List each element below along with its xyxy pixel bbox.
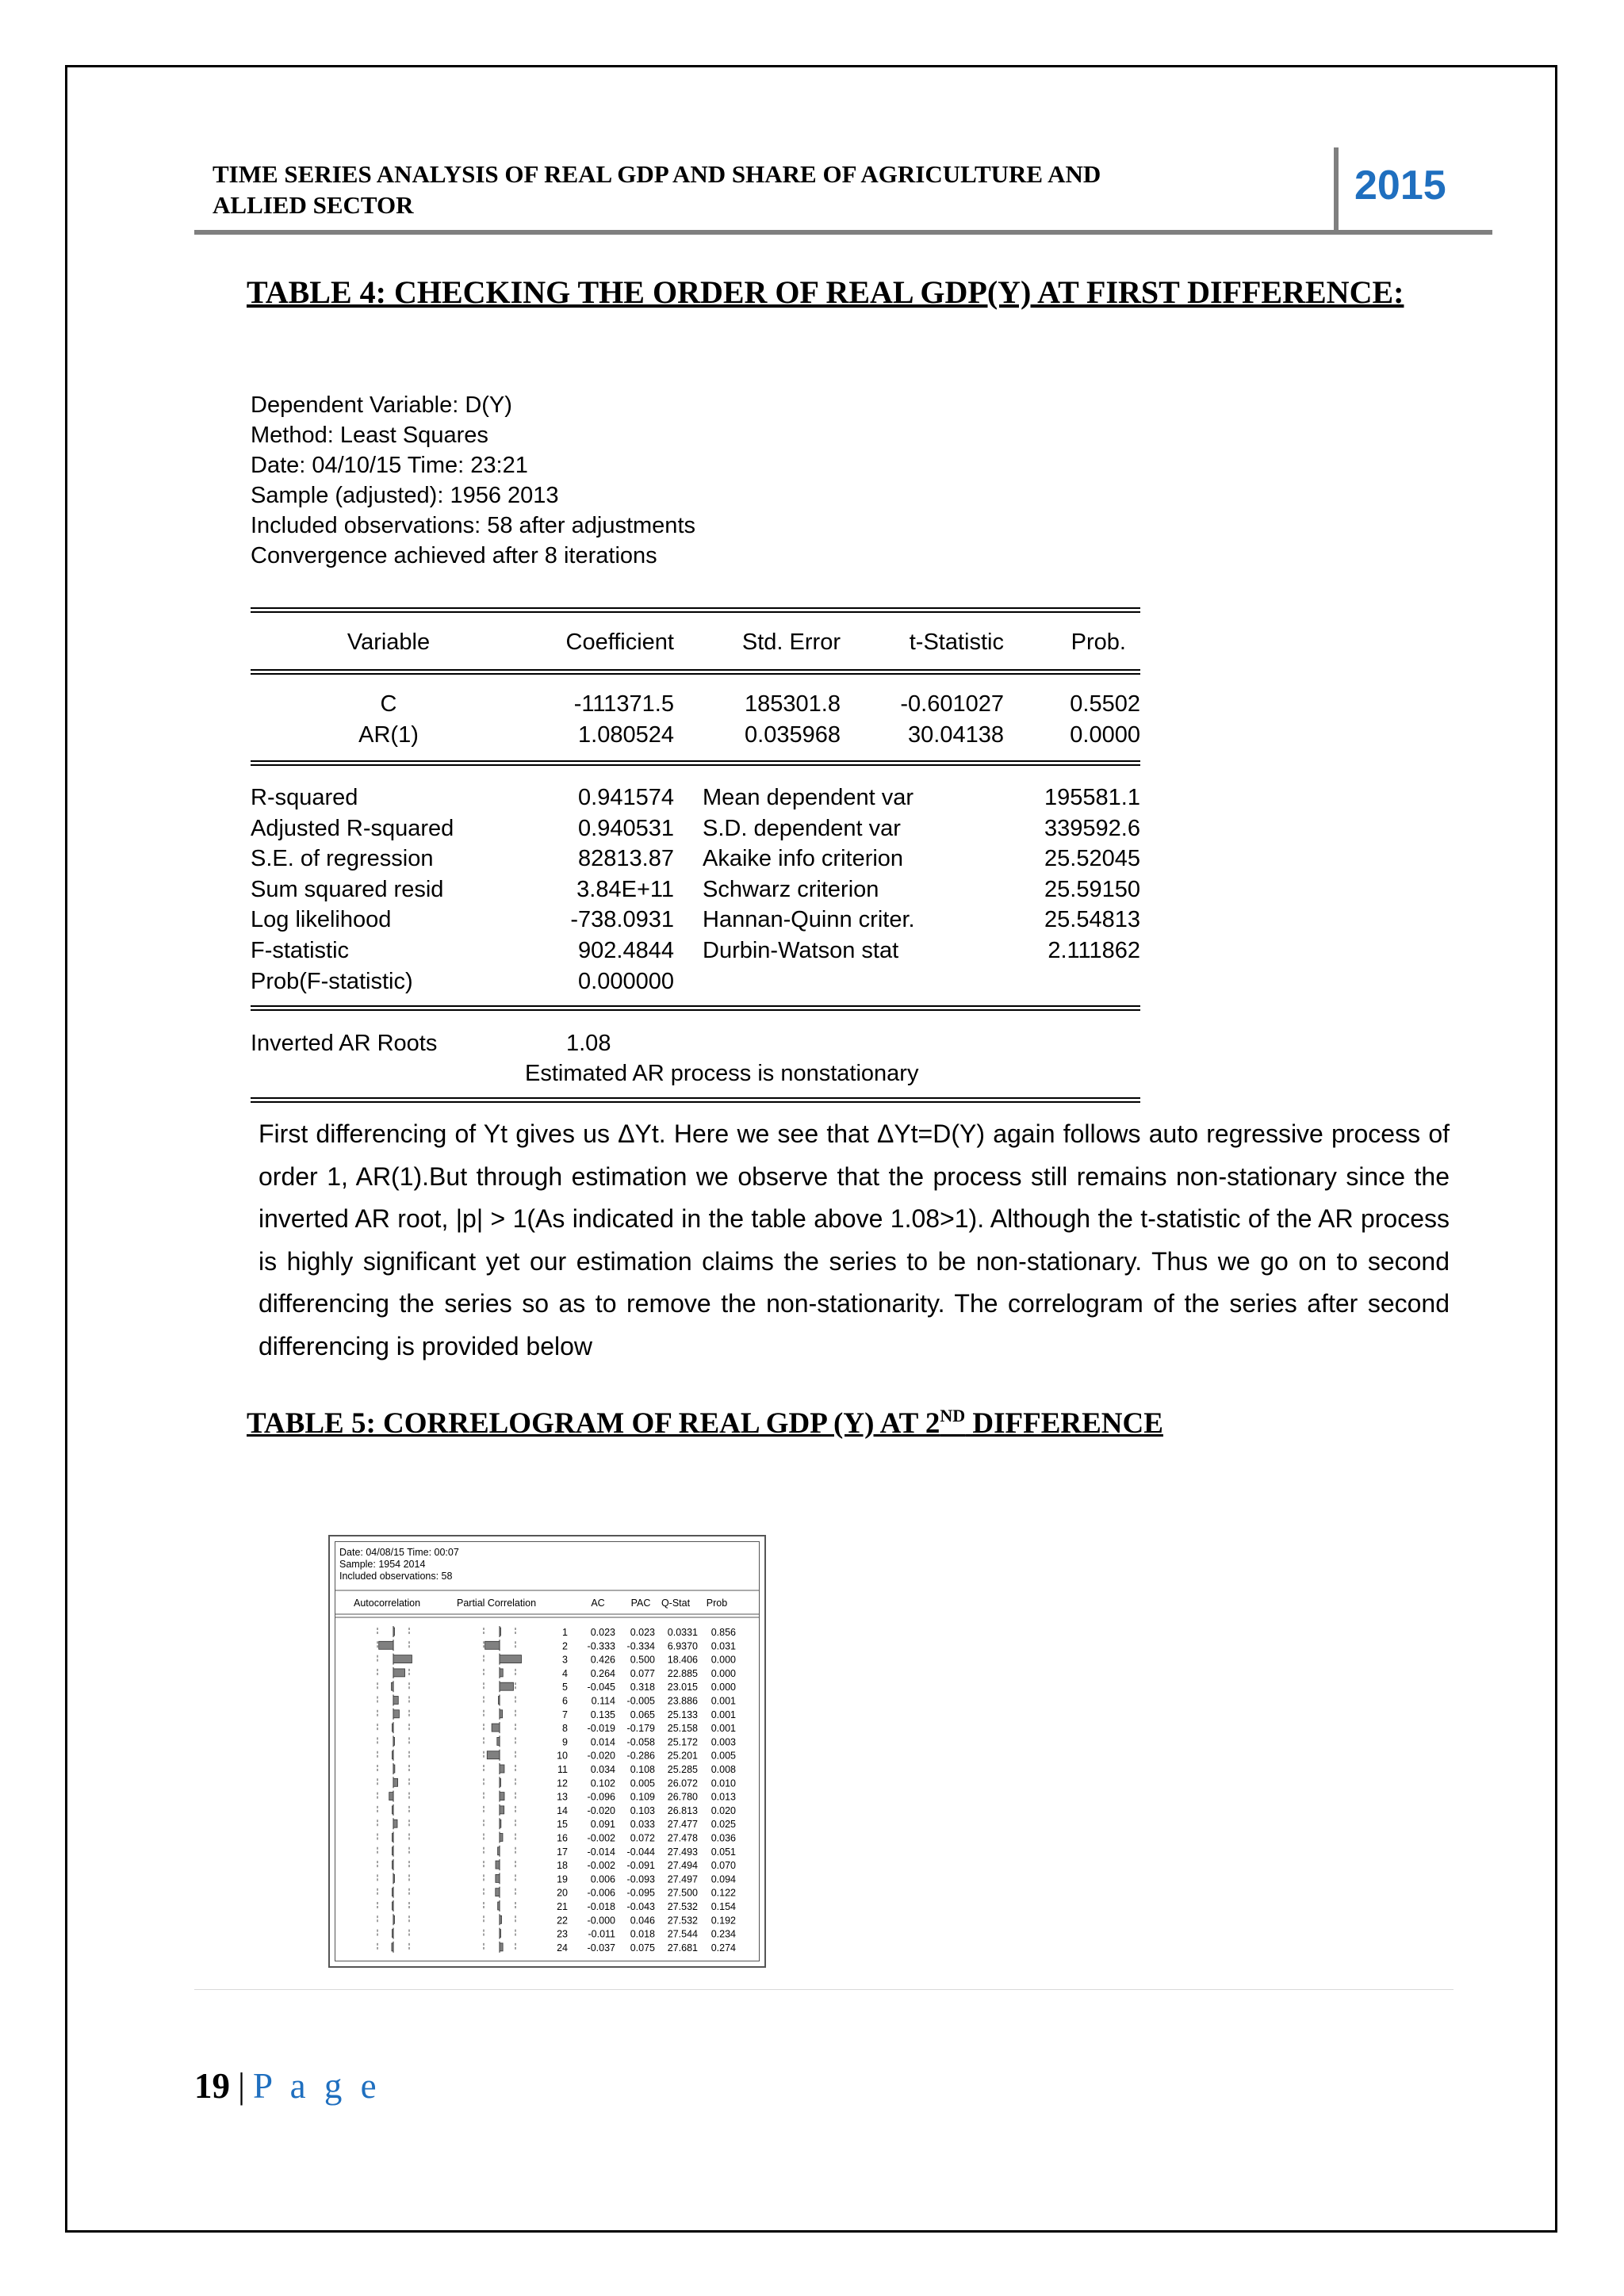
ac-bar: [389, 1793, 393, 1800]
ac-bar: [393, 1806, 394, 1814]
ac-bar: [393, 1724, 394, 1732]
row-std-error: 0.035968: [745, 722, 841, 748]
correlogram-cell: -0.095: [626, 1887, 655, 1899]
ac-bar: [393, 1834, 394, 1842]
row-prob: 0.5502: [1070, 691, 1140, 717]
correlogram-cell: 23: [557, 1928, 568, 1940]
ac-bar: [393, 1820, 397, 1827]
correlogram-cell: 0.031: [710, 1640, 736, 1652]
pac-bar: [498, 1902, 500, 1910]
correlogram-cell: 0.500: [630, 1654, 655, 1666]
correlogram-cell: 25.285: [667, 1764, 698, 1775]
correlogram-cell: 23.886: [667, 1695, 698, 1707]
correlogram-cell: -0.096: [587, 1791, 615, 1803]
correlogram-cell: 0.102: [590, 1777, 615, 1789]
correlogram-cell: -0.020: [587, 1804, 615, 1816]
row-coefficient: -111371.5: [573, 691, 674, 717]
correlogram-cell: 0.051: [710, 1846, 736, 1858]
pac-bar: [485, 1641, 500, 1649]
pac-bar: [500, 1834, 503, 1842]
stat-value: 2.111862: [1048, 937, 1140, 963]
ac-bar: [393, 1655, 412, 1663]
stat-value: 0.940531: [578, 815, 674, 841]
header-year: 2015: [1354, 163, 1446, 209]
pac-bar: [499, 1697, 500, 1705]
correlogram-cell: 27.532: [667, 1915, 698, 1927]
correlogram-cell: 6.9370: [667, 1640, 698, 1652]
correlogram-cell: 0.003: [710, 1736, 736, 1748]
correlogram-cell: 8: [562, 1723, 568, 1735]
stat-value: 25.52045: [1044, 846, 1140, 872]
ac-bar: [393, 1751, 394, 1759]
correlogram-cell: 16: [557, 1832, 568, 1844]
correlogram-cell: 0.018: [630, 1928, 655, 1940]
pac-bar: [500, 1710, 503, 1718]
pac-bar: [500, 1655, 522, 1663]
correlogram-cell: 0.001: [710, 1723, 736, 1735]
page-word: P a g e: [253, 2066, 381, 2106]
stat-label: Schwarz criterion: [703, 876, 879, 902]
correlogram-cell: 0.034: [590, 1764, 615, 1775]
table-coef-rule: [251, 760, 1140, 766]
ac-bar: [393, 1765, 395, 1773]
correlogram-cell: 1: [562, 1627, 568, 1638]
correlogram-cell: 0.154: [710, 1901, 736, 1912]
correlogram-cell: 0.856: [710, 1627, 736, 1638]
correlogram-col-header: AC: [591, 1598, 605, 1609]
col-header-variable: Variable: [347, 629, 431, 655]
stat-value: -738.0931: [570, 907, 674, 933]
correlogram-cell: 0.008: [710, 1764, 736, 1775]
ac-bar: [393, 1628, 395, 1636]
stat-label: Hannan-Quinn criter.: [703, 907, 915, 933]
correlogram-cell: -0.019: [587, 1723, 615, 1735]
correlogram-image: [328, 1535, 766, 1968]
correlogram-cell: 0.075: [630, 1942, 655, 1954]
ac-bar: [393, 1737, 395, 1745]
correlogram-cell: 0.070: [710, 1860, 736, 1872]
ac-bar: [393, 1669, 405, 1677]
correlogram-cell: -0.018: [587, 1901, 615, 1912]
ac-bar: [392, 1943, 393, 1951]
row-variable: C: [380, 691, 397, 717]
meta-line: Convergence achieved after 8 iterations: [251, 543, 657, 568]
stat-label: S.E. of regression: [251, 846, 434, 872]
header-title-line-2: ALLIED SECTOR: [213, 191, 414, 219]
correlogram-cell: 4: [562, 1667, 568, 1679]
pac-bar: [500, 1628, 501, 1636]
stat-value: 3.84E+11: [576, 876, 674, 902]
footer-separator: [194, 1989, 1454, 1990]
pac-bar: [500, 1682, 513, 1690]
correlogram-cell: 0.274: [710, 1942, 736, 1954]
meta-line: Date: 04/10/15 Time: 23:21: [251, 453, 528, 478]
pac-bar: [500, 1806, 504, 1814]
correlogram-cell: 0.000: [710, 1654, 736, 1666]
stat-value: 82813.87: [578, 846, 674, 872]
header-title-line-1: TIME SERIES ANALYSIS OF REAL GDP AND SHARE OF AGRICULTURE AND: [213, 160, 1101, 188]
correlogram-cell: -0.006: [587, 1887, 615, 1899]
stat-label: Log likelihood: [251, 907, 392, 933]
ac-bar: [393, 1847, 394, 1855]
correlogram-cell: 25.158: [667, 1723, 698, 1735]
correlogram-col-header: Q-Stat: [661, 1598, 691, 1609]
correlogram-cell: -0.045: [587, 1682, 615, 1693]
correlogram-cell: 0.077: [630, 1667, 655, 1679]
table-header-rule: [251, 669, 1140, 675]
correlogram-cell: 0.014: [590, 1736, 615, 1748]
meta-line: Sample (adjusted): 1956 2013: [251, 483, 559, 508]
correlogram-cell: 27.493: [667, 1846, 698, 1858]
correlogram-cell: 0.094: [710, 1873, 736, 1885]
correlogram-cell: -0.005: [626, 1695, 655, 1707]
correlogram-cell: 0.036: [710, 1832, 736, 1844]
ac-bar: [393, 1710, 399, 1718]
table5-heading-end: DIFFERENCE: [965, 1407, 1163, 1440]
correlogram-cell: 0.072: [630, 1832, 655, 1844]
correlogram-cell: 0.020: [710, 1804, 736, 1816]
correlogram-cell: 26.813: [667, 1804, 698, 1816]
table5-heading: [247, 1397, 1277, 1443]
stat-value: 902.4844: [578, 937, 674, 963]
table-bottom-rule: [251, 1097, 1140, 1103]
correlogram-cell: 6: [562, 1695, 568, 1707]
correlogram-cell: -0.002: [587, 1832, 615, 1844]
stat-label: R-squared: [251, 785, 358, 810]
correlogram-cell: 5: [562, 1682, 568, 1693]
stats-right-labels: [703, 783, 956, 966]
correlogram-cell: 0.135: [590, 1709, 615, 1720]
correlogram-cell: -0.334: [626, 1640, 655, 1652]
table-top-rule: [251, 607, 1140, 613]
correlogram-cell: 27.477: [667, 1819, 698, 1831]
correlogram-cell: 25.201: [667, 1750, 698, 1762]
correlogram-cell: 0.023: [590, 1627, 615, 1638]
correlogram-cell: 0.001: [710, 1695, 736, 1707]
running-header-title: [213, 159, 1267, 220]
meta-line: Method: Least Squares: [251, 423, 488, 448]
inverted-ar-value: 1.08: [566, 1031, 611, 1056]
correlogram-cell: 0.114: [591, 1695, 615, 1707]
stat-value: 0.941574: [578, 785, 674, 810]
row-prob: 0.0000: [1070, 722, 1140, 748]
stat-label: Adjusted R-squared: [251, 815, 454, 841]
pac-bar: [487, 1751, 500, 1759]
correlogram-cell: 0.000: [710, 1667, 736, 1679]
correlogram-cell: 0.013: [710, 1791, 736, 1803]
pac-bar: [500, 1820, 501, 1827]
correlogram-cell: 18.406: [667, 1654, 698, 1666]
correlogram-cell: 27.532: [667, 1901, 698, 1912]
correlogram-cell: 0.005: [630, 1777, 655, 1789]
table5-heading-sup: ND: [940, 1406, 966, 1425]
ac-bar: [393, 1915, 395, 1923]
table4-heading: TABLE 4: CHECKING THE ORDER OF REAL GDP(Y) AT FIRST DIFFERENCE:: [247, 274, 1404, 310]
inverted-ar-label: Inverted AR Roots: [251, 1031, 438, 1056]
correlogram-cell: 0.108: [630, 1764, 655, 1775]
pac-bar: [500, 1915, 502, 1923]
correlogram-cell: 27.681: [667, 1942, 698, 1954]
page-number: 19: [194, 2066, 230, 2106]
correlogram-cell: -0.286: [626, 1750, 655, 1762]
stat-value: 25.54813: [1044, 907, 1140, 933]
nonstationary-note: Estimated AR process is nonstationary: [525, 1061, 919, 1086]
meta-line: Included observations: 58 after adjustments: [251, 513, 695, 538]
correlogram-cell: 0.010: [710, 1777, 736, 1789]
stat-label: Akaike info criterion: [703, 846, 904, 872]
correlogram-cell: 20: [557, 1887, 568, 1899]
row-variable: AR(1): [358, 722, 419, 748]
correlogram-cell: 11: [557, 1764, 568, 1775]
ac-bar: [393, 1778, 398, 1786]
pac-bar: [500, 1793, 504, 1800]
correlogram-cell: 27.500: [667, 1887, 698, 1899]
correlogram-cell: 0.001: [710, 1709, 736, 1720]
regression-meta: [251, 390, 695, 571]
correlogram-cell: 0.046: [630, 1915, 655, 1927]
correlogram-cell: 14: [557, 1804, 568, 1816]
correlogram-cell: 0.234: [710, 1928, 736, 1940]
correlogram-cell: 0.103: [630, 1804, 655, 1816]
correlogram-svg: [330, 1536, 764, 1966]
correlogram-cell: -0.020: [587, 1750, 615, 1762]
correlogram-cell: -0.002: [587, 1860, 615, 1872]
body-paragraph: First differencing of Yt gives us ΔYt. Here we see that ΔYt=D(Y) again follows auto regressive process of order 1, AR(1).But through estimation we observe that the process still remains non-stationary since the inverted AR root, |p| > 1(As indicated in the table above 1.08>1). Although the t-statistic of the AR process is highly significant yet our estimation claims the series to be non-stationary. Thus we go on to second differencing the series so as to remove the non-stationarity. The correlogram of the series after second differencing is provided below: [259, 1119, 1450, 1360]
correlogram-cell: 0.122: [710, 1887, 736, 1899]
correlogram-cell: 27.494: [667, 1860, 698, 1872]
stat-label: Durbin-Watson stat: [703, 937, 899, 963]
meta-line: Dependent Variable: D(Y): [251, 392, 512, 418]
correlogram-col-header: Autocorrelation: [354, 1598, 421, 1609]
correlogram-cell: 0.005: [710, 1750, 736, 1762]
correlogram-meta: Sample: 1954 2014: [339, 1559, 426, 1570]
stat-value: 25.59150: [1044, 876, 1140, 902]
pac-bar: [497, 1737, 500, 1745]
col-header-prob: Prob.: [1071, 629, 1126, 655]
row-std-error: 185301.8: [745, 691, 841, 717]
header-rule: [194, 230, 1492, 235]
correlogram-cell: -0.179: [626, 1723, 655, 1735]
correlogram-cell: 2: [562, 1640, 568, 1652]
table-stats-rule: [251, 1005, 1140, 1011]
correlogram-cell: 25.133: [667, 1709, 698, 1720]
correlogram-cell: 19: [557, 1873, 568, 1885]
correlogram-cell: 27.497: [667, 1873, 698, 1885]
ac-bar: [393, 1861, 394, 1869]
ac-bar: [379, 1641, 393, 1649]
correlogram-cell: -0.044: [626, 1846, 655, 1858]
correlogram-cell: 0.023: [630, 1627, 655, 1638]
correlogram-cell: 0.091: [590, 1819, 615, 1831]
col-header-coefficient: Coefficient: [565, 629, 674, 655]
correlogram-col-header: PAC: [630, 1598, 651, 1609]
pac-bar: [500, 1778, 501, 1786]
pac-bar: [498, 1847, 500, 1855]
stat-label: Mean dependent var: [703, 785, 914, 810]
correlogram-cell: 7: [562, 1709, 568, 1720]
pac-bar: [496, 1861, 500, 1869]
correlogram-cell: 0.426: [590, 1654, 615, 1666]
correlogram-cell: 0.0331: [667, 1627, 698, 1638]
correlogram-col-header: Partial Correlation: [457, 1598, 537, 1609]
correlogram-cell: -0.014: [587, 1846, 615, 1858]
correlogram-cell: 0.318: [630, 1682, 655, 1693]
correlogram-cell: 0.109: [630, 1791, 655, 1803]
correlogram-cell: -0.093: [626, 1873, 655, 1885]
pac-bar: [500, 1669, 503, 1677]
correlogram-cell: -0.043: [626, 1901, 655, 1912]
correlogram-cell: 0.000: [710, 1682, 736, 1693]
correlogram-cell: 22: [557, 1915, 568, 1927]
correlogram-cell: -0.333: [587, 1640, 615, 1652]
stat-label: F-statistic: [251, 937, 350, 963]
correlogram-cell: 9: [562, 1736, 568, 1748]
pac-bar: [496, 1888, 500, 1896]
correlogram-cell: 3: [562, 1654, 568, 1666]
stats-left-labels: [251, 783, 520, 997]
row-coefficient: 1.080524: [578, 722, 674, 748]
correlogram-cell: 12: [557, 1777, 568, 1789]
pac-bar: [500, 1930, 501, 1938]
correlogram-cell: -0.091: [626, 1860, 655, 1872]
ac-bar: [393, 1930, 394, 1938]
correlogram-col-header: Prob: [706, 1598, 728, 1609]
pac-bar: [500, 1943, 503, 1951]
stat-value: 0.000000: [578, 968, 674, 994]
ac-bar: [392, 1682, 393, 1690]
correlogram-cell: 13: [557, 1791, 568, 1803]
pac-bar: [492, 1724, 500, 1732]
correlogram-cell: 0.025: [710, 1819, 736, 1831]
stats-right-values: [982, 783, 1140, 966]
correlogram-cell: 24: [557, 1942, 568, 1954]
correlogram-cell: 26.780: [667, 1791, 698, 1803]
header-divider: [1334, 147, 1339, 230]
correlogram-cell: 0.006: [590, 1873, 615, 1885]
ac-bar: [393, 1697, 398, 1705]
correlogram-cell: -0.037: [587, 1942, 615, 1954]
correlogram-cell: 18: [557, 1860, 568, 1872]
correlogram-cell: 22.885: [667, 1667, 698, 1679]
correlogram-cell: 21: [557, 1901, 568, 1912]
row-t-statistic: 30.04138: [908, 722, 1004, 748]
footer-separator-bar: |: [238, 2066, 246, 2106]
ac-bar: [393, 1888, 394, 1896]
correlogram-cell: 15: [557, 1819, 568, 1831]
correlogram-cell: 10: [557, 1750, 568, 1762]
correlogram-cell: -0.058: [626, 1736, 655, 1748]
stats-left-values: [515, 783, 674, 997]
correlogram-cell: 25.172: [667, 1736, 698, 1748]
stat-label: S.D. dependent var: [703, 815, 901, 841]
correlogram-cell: 23.015: [667, 1682, 698, 1693]
pac-bar: [500, 1765, 504, 1773]
correlogram-cell: 17: [557, 1846, 568, 1858]
stat-label: Sum squared resid: [251, 876, 444, 902]
ac-bar: [393, 1902, 394, 1910]
col-header-std-error: Std. Error: [741, 629, 841, 655]
correlogram-meta: Date: 04/08/15 Time: 00:07: [339, 1547, 459, 1558]
ac-bar: [393, 1874, 395, 1882]
correlogram-cell: 0.033: [630, 1819, 655, 1831]
correlogram-cell: 0.065: [630, 1709, 655, 1720]
pac-bar: [496, 1874, 500, 1882]
correlogram-cell: -0.000: [587, 1915, 615, 1927]
correlogram-cell: 0.264: [590, 1667, 615, 1679]
table5-heading-main: TABLE 5: CORRELOGRAM OF REAL GDP (Y) AT 2: [247, 1407, 940, 1440]
correlogram-cell: -0.011: [588, 1928, 615, 1940]
stat-value: 195581.1: [1044, 785, 1140, 810]
col-header-t-statistic: t-Statistic: [909, 629, 1004, 655]
page-footer: [194, 2065, 381, 2107]
correlogram-meta: Included observations: 58: [339, 1571, 453, 1582]
correlogram-cell: 0.192: [710, 1915, 736, 1927]
row-t-statistic: -0.601027: [900, 691, 1004, 717]
correlogram-cell: 26.072: [667, 1777, 698, 1789]
stat-label: Prob(F-statistic): [251, 968, 413, 994]
stat-value: 339592.6: [1044, 815, 1140, 841]
correlogram-cell: 27.544: [667, 1928, 698, 1940]
correlogram-cell: 27.478: [667, 1832, 698, 1844]
